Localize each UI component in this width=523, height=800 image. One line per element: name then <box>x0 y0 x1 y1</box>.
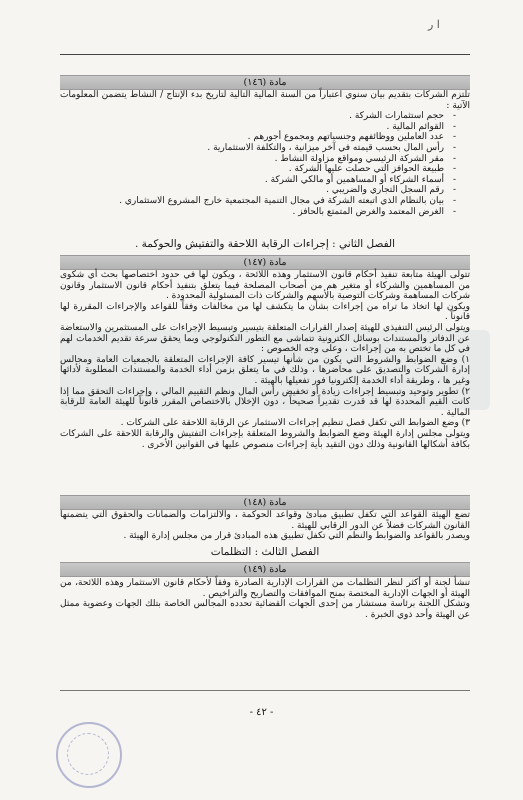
article-147-title-bar <box>60 255 470 270</box>
article-148-title-bar <box>60 495 470 510</box>
list-item: - طبيعة الحوافز التي حصلت عليها الشركة . <box>60 164 444 175</box>
list-item: - بيان بالنظام الذي اتبعته الشركة في مجال التنمية المجتمعية خارج المشروع الاستثماري . <box>60 196 444 207</box>
page-number: - ٤٢ - <box>249 707 274 718</box>
chapter-2-heading: الفصل الثاني : إجراءات الرقابة اللاحقة والتفتيش والحوكمة . <box>134 238 396 250</box>
article-147-paragraph: ويتولى مجلس إدارة الهيئة وضع الضوابط والشروط المتعلقة بإجراءات التفتيش والرقابة اللاحقة على الشركات بكافة أشكالها القانونية وذلك دون التقيد بأية إجراءات منصوص عليها في القوانين الأخرى . <box>60 428 470 450</box>
article-148-body <box>60 510 470 542</box>
list-item: - حجم استثمارات الشركة . <box>60 111 444 122</box>
article-149-paragraph: تنشأ لجنة أو أكثر لنظر التظلمات من القرارات الإدارية الصادرة وفقاً لأحكام قانون الاستثمار وهذه اللائحة، من الهيئة أو الجهات الإدارية المختصة بمنح الموافقات والتصاريح والتراخيص . <box>60 578 470 599</box>
list-item: - القوائم المالية . <box>60 122 444 133</box>
list-item: - رقم السجل التجاري والضريبي . <box>60 185 444 196</box>
chapter-3-heading: الفصل الثالث : التظلمات <box>210 546 320 558</box>
article-149-body <box>60 578 470 620</box>
article-147-paragraph: ١) وضع الضوابط والشروط التي يكون من شأنها تيسير كافة الإجراءات المتعلقة بالجمعيات العامة ومجالس إدارة الشركات والتصديق على محاضرها ، وذلك في ما يتعلق بزمن أداء الخدمة والمستندات المطلوبة لأدائها وغير ها ، وطريقة أداء الخدمة إلكترونيا فور تفعيلها بالهيئة . <box>60 354 470 386</box>
article-147-body <box>60 270 470 450</box>
article-148-paragraph: ويصدر بالقواعد والضوابط والنظم التي تكفل تطبيق هذه المبادئ قرار من مجلس إدارة الهيئة . <box>123 531 470 542</box>
article-147-title: مادة (١٤٧) <box>243 257 287 268</box>
article-146-title-bar <box>60 75 470 90</box>
list-item: - أسماء الشركاء أو المساهمين أو مالكي الشركة . <box>60 175 444 186</box>
article-146-list <box>60 111 470 217</box>
footer-rule <box>60 690 470 691</box>
article-146-body <box>60 90 470 217</box>
article-147-paragraph: ٢) تطوير وتوحيد وتبسيط إجراءات زيادة أو تخفيض رأس المال ونظم التقييم المالي ، وإجراءات التحقق مما إذا كانت القيم المحددة لها قد قدرت تقديراً صحيحاً ، دون الإخلال بالاختصاص المقرر قانوناً للهيئة العامة للرقابة المالية . <box>60 386 470 418</box>
top-rule <box>60 54 470 55</box>
article-147-paragraph: ويتولى الرئيس التنفيذي للهيئة إصدار القرارات المتعلقة بتيسير وتبسيط الإجراءات على المستثمرين والاستعاضة عن الدفاتر والمستندات بوسائل الكترونية تتماشى مع التطور التكنولوجي وبما يحقق سرعة تقديم الخدمات لهم في كل ما تختص به من إجراءات ، وعلى وجه الخصوص : <box>60 322 470 355</box>
article-149-title-bar <box>60 562 470 577</box>
article-146-title: مادة (١٤٦) <box>243 77 287 88</box>
article-147-paragraph: ٣) وضع الضوابط التي تكفل فصل تنظيم إجراءات الاستثمار عن الرقابة اللاحقة على الشركات . <box>120 418 470 429</box>
corner-mark: ا ر <box>428 18 440 31</box>
list-item: - رأس المال بحسب قيمته في آخر ميزانية ، والتكلفة الاستثمارية . <box>60 143 444 154</box>
article-149-title: مادة (١٤٩) <box>243 564 287 575</box>
article-148-title: مادة (١٤٨) <box>243 497 287 508</box>
article-149-paragraph: وتشكل اللجنة برئاسة مستشار من إحدى الجهات القضائية تحدده المجالس الخاصة بتلك الجهات وعضوية ممثل عن الهيئة وأحد ذوي الخبرة . <box>60 599 470 620</box>
list-item: - الغرض المعتمد والغرض المتمتع بالحافز . <box>60 207 444 218</box>
seal-stamp <box>56 722 122 788</box>
article-147-paragraph: ويكون لها اتخاذ ما تراه من إجراءات بشأن ما يتكشف لها من مخالفات وفقاً للقواعد والإجراءات المقررة لها قانوناً . <box>60 301 470 323</box>
list-item: - مقر الشركة الرئيسي ومواقع مزاولة النشاط . <box>60 154 444 165</box>
list-item: - عدد العاملين ووظائفهم وجنسياتهم ومجموع أجورهم . <box>60 132 444 143</box>
article-148-paragraph: تضع الهيئة القواعد التي تكفل تطبيق مبادئ وقواعد الحوكمة ، والالتزامات والضمانات والحقوق التي يتضمنها القانون الشركات فضلاً عن الدور الرقابي للهيئة . <box>60 510 470 531</box>
article-147-paragraph: تتولى الهيئة متابعة تنفيذ أحكام قانون الاستثمار وهذه اللائحة ، ويكون لها في حدود اختصاصها بحث أي شكوى من المساهمين والشركاء أو متغير هم من أصحاب المصلحة فيما يتعلق بتنفيذ أحكام قانون الاستثمار وقانون شركات المساهمة وشركات التوصية بالأسهم والشركات ذات المسئولية المحدودة . <box>60 270 470 302</box>
article-146-intro: تلتزم الشركات بتقديم بيان سنوي اعتباراً من السنة المالية التالية لتاريخ بدء الإنتاج / النشاط يتضمن المعلومات الآتية : <box>60 90 470 111</box>
